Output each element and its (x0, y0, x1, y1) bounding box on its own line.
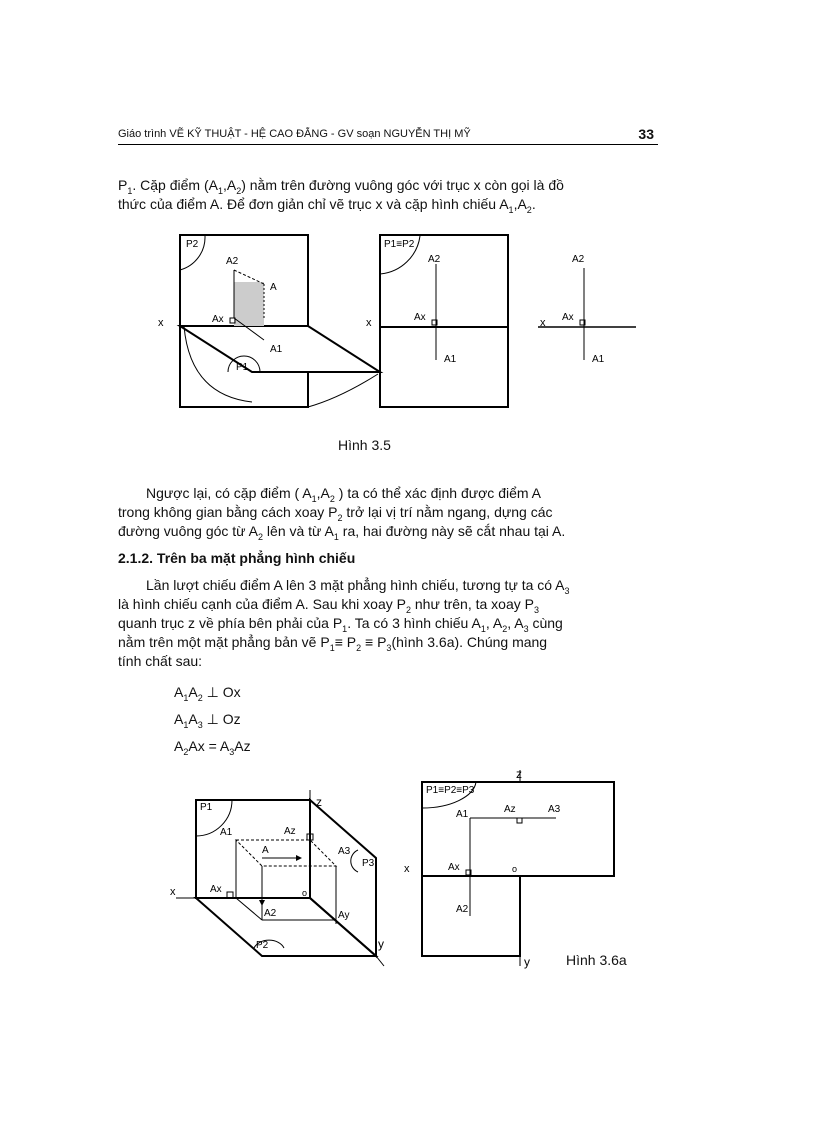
page-number: 33 (638, 126, 654, 142)
figure-3-5-caption: Hình 3.5 (338, 437, 391, 453)
fig36-label-a3-epure: A3 (548, 804, 561, 815)
fig35-label-a2-epure: A2 (572, 254, 585, 265)
fig35-label-x-unfolded: x (366, 317, 372, 329)
fig36-plane-p2-unfolded (422, 876, 520, 956)
fig35-label-a2: A2 (226, 256, 239, 267)
fig36-label-a1-epure: A1 (456, 809, 469, 820)
fig36-label-x-3d: x (170, 886, 176, 898)
fig35-label-a1-unfolded: A1 (444, 354, 457, 365)
fig35-label-a1-epure: A1 (592, 354, 605, 365)
fig36-label-o-3d: o (302, 888, 308, 898)
fig36-label-a-3d: A (262, 845, 269, 856)
fig36-label-a1-3d: A1 (220, 827, 233, 838)
fig35-label-a1: A1 (270, 344, 283, 355)
paragraph-1-line-1: $P_1$. Cặp điểm $(A_1,A_2)$ nằm trên đường vuông góc với trục x còn gọi là đồ (118, 177, 564, 196)
section-heading: 2.1.2. Trên ba mặt phẳng hình chiếu (118, 550, 356, 566)
fig36-label-z-epure: z (516, 767, 522, 781)
fig36-label-ay-3d: Ay (338, 910, 350, 921)
paragraph-3-line-4: nằm trên một mặt phẳng bản vẽ $P_1\equiv P_2$ ≡ $P_3(hình$ 3.6a). Chúng mang (118, 634, 548, 653)
fig35-label-x-epure: x (540, 317, 546, 329)
fig36-label-y-epure: y (524, 955, 530, 969)
fig36-label-p123: P1≡P2≡P3 (426, 785, 475, 796)
fig36-label-az-epure: Az (504, 804, 516, 815)
fig36-label-p3-3d: P3 (362, 858, 375, 869)
figure-3-6a-caption: Hình 3.6a (566, 952, 627, 968)
relation-1: $A_1A_2$ ⊥ Ox (174, 684, 241, 703)
fig36-label-o-epure: o (512, 864, 518, 874)
fig35-label-a: A (270, 282, 277, 293)
fig35-label-p2: P2 (186, 239, 199, 250)
paragraph-3-line-3: quanh trục z về phía bên phải của $P_1$. Ta có 3 hình chiếu $A_1$, $A_2$, $A_3$ cùng (118, 615, 563, 634)
paragraph-1-line-2: thức của điểm A. Để đơn giản chỉ vẽ trục x và cặp hình chiếu $A_1,A_2$. (118, 196, 536, 215)
fig35-label-p1p2: P1≡P2 (384, 239, 415, 250)
relation-3: $A_2Ax = A_3Az$ (174, 738, 251, 757)
paragraph-3-line-1: Lần lượt chiếu điểm A lên 3 mặt phẳng hình chiếu, tương tự ta có $A_3$ (146, 577, 570, 596)
fig36-label-ax-3d: Ax (210, 884, 222, 895)
fig36-plane-p2-3d (196, 898, 376, 956)
fig36-label-a2-3d: A2 (264, 908, 277, 919)
relation-2: $A_1A_3$ ⊥ Oz (174, 711, 241, 730)
fig36-label-p1-3d: P1 (200, 802, 213, 813)
fig35-label-x: x (158, 317, 164, 329)
fig36-label-ax-epure: Ax (448, 862, 460, 873)
fig36-label-y-3d: y (378, 937, 384, 951)
fig35-label-ax-unfolded: Ax (414, 312, 426, 323)
fig35-label-ax-epure: Ax (562, 312, 574, 323)
paragraph-2-line-3: đường vuông góc từ $A_2$ lên và từ $A_1$ ra, hai đường này sẽ cắt nhau tại A. (118, 523, 566, 542)
fig36-plane-p3-3d (310, 800, 376, 956)
paragraph-2-line-2: trong không gian bằng cách xoay $P_2$ trở lại vị trí nằm ngang, dựng các (118, 504, 553, 523)
fig35-label-ax: Ax (212, 314, 224, 325)
fig35-label-p1: P1 (236, 362, 249, 373)
paragraph-3-line-5: tính chất sau: (118, 653, 203, 669)
paragraph-3-line-2: là hình chiếu cạnh của điểm A. Sau khi xoay $P_2$ như trên, ta xoay $P_3$ (118, 596, 539, 615)
paragraph-2-line-1: Ngược lại, có cặp điểm ( $A_1,A_2$ ) ta có thể xác định được điểm A (146, 485, 541, 504)
fig36-label-z-3d: z (316, 795, 322, 809)
fig36-label-az-3d: Az (284, 826, 296, 837)
header-title: Giáo trình VẼ KỸ THUẬT - HỆ CAO ĐẲNG - GV soạn NGUYỄN THỊ MỸ (118, 128, 471, 140)
fig35-label-a2-unfolded: A2 (428, 254, 441, 265)
fig36-label-x-epure: x (404, 863, 410, 875)
fig36-label-p2-3d: P2 (256, 940, 269, 951)
fig36-label-a3-3d: A3 (338, 846, 351, 857)
fig36-label-a2-epure: A2 (456, 904, 469, 915)
